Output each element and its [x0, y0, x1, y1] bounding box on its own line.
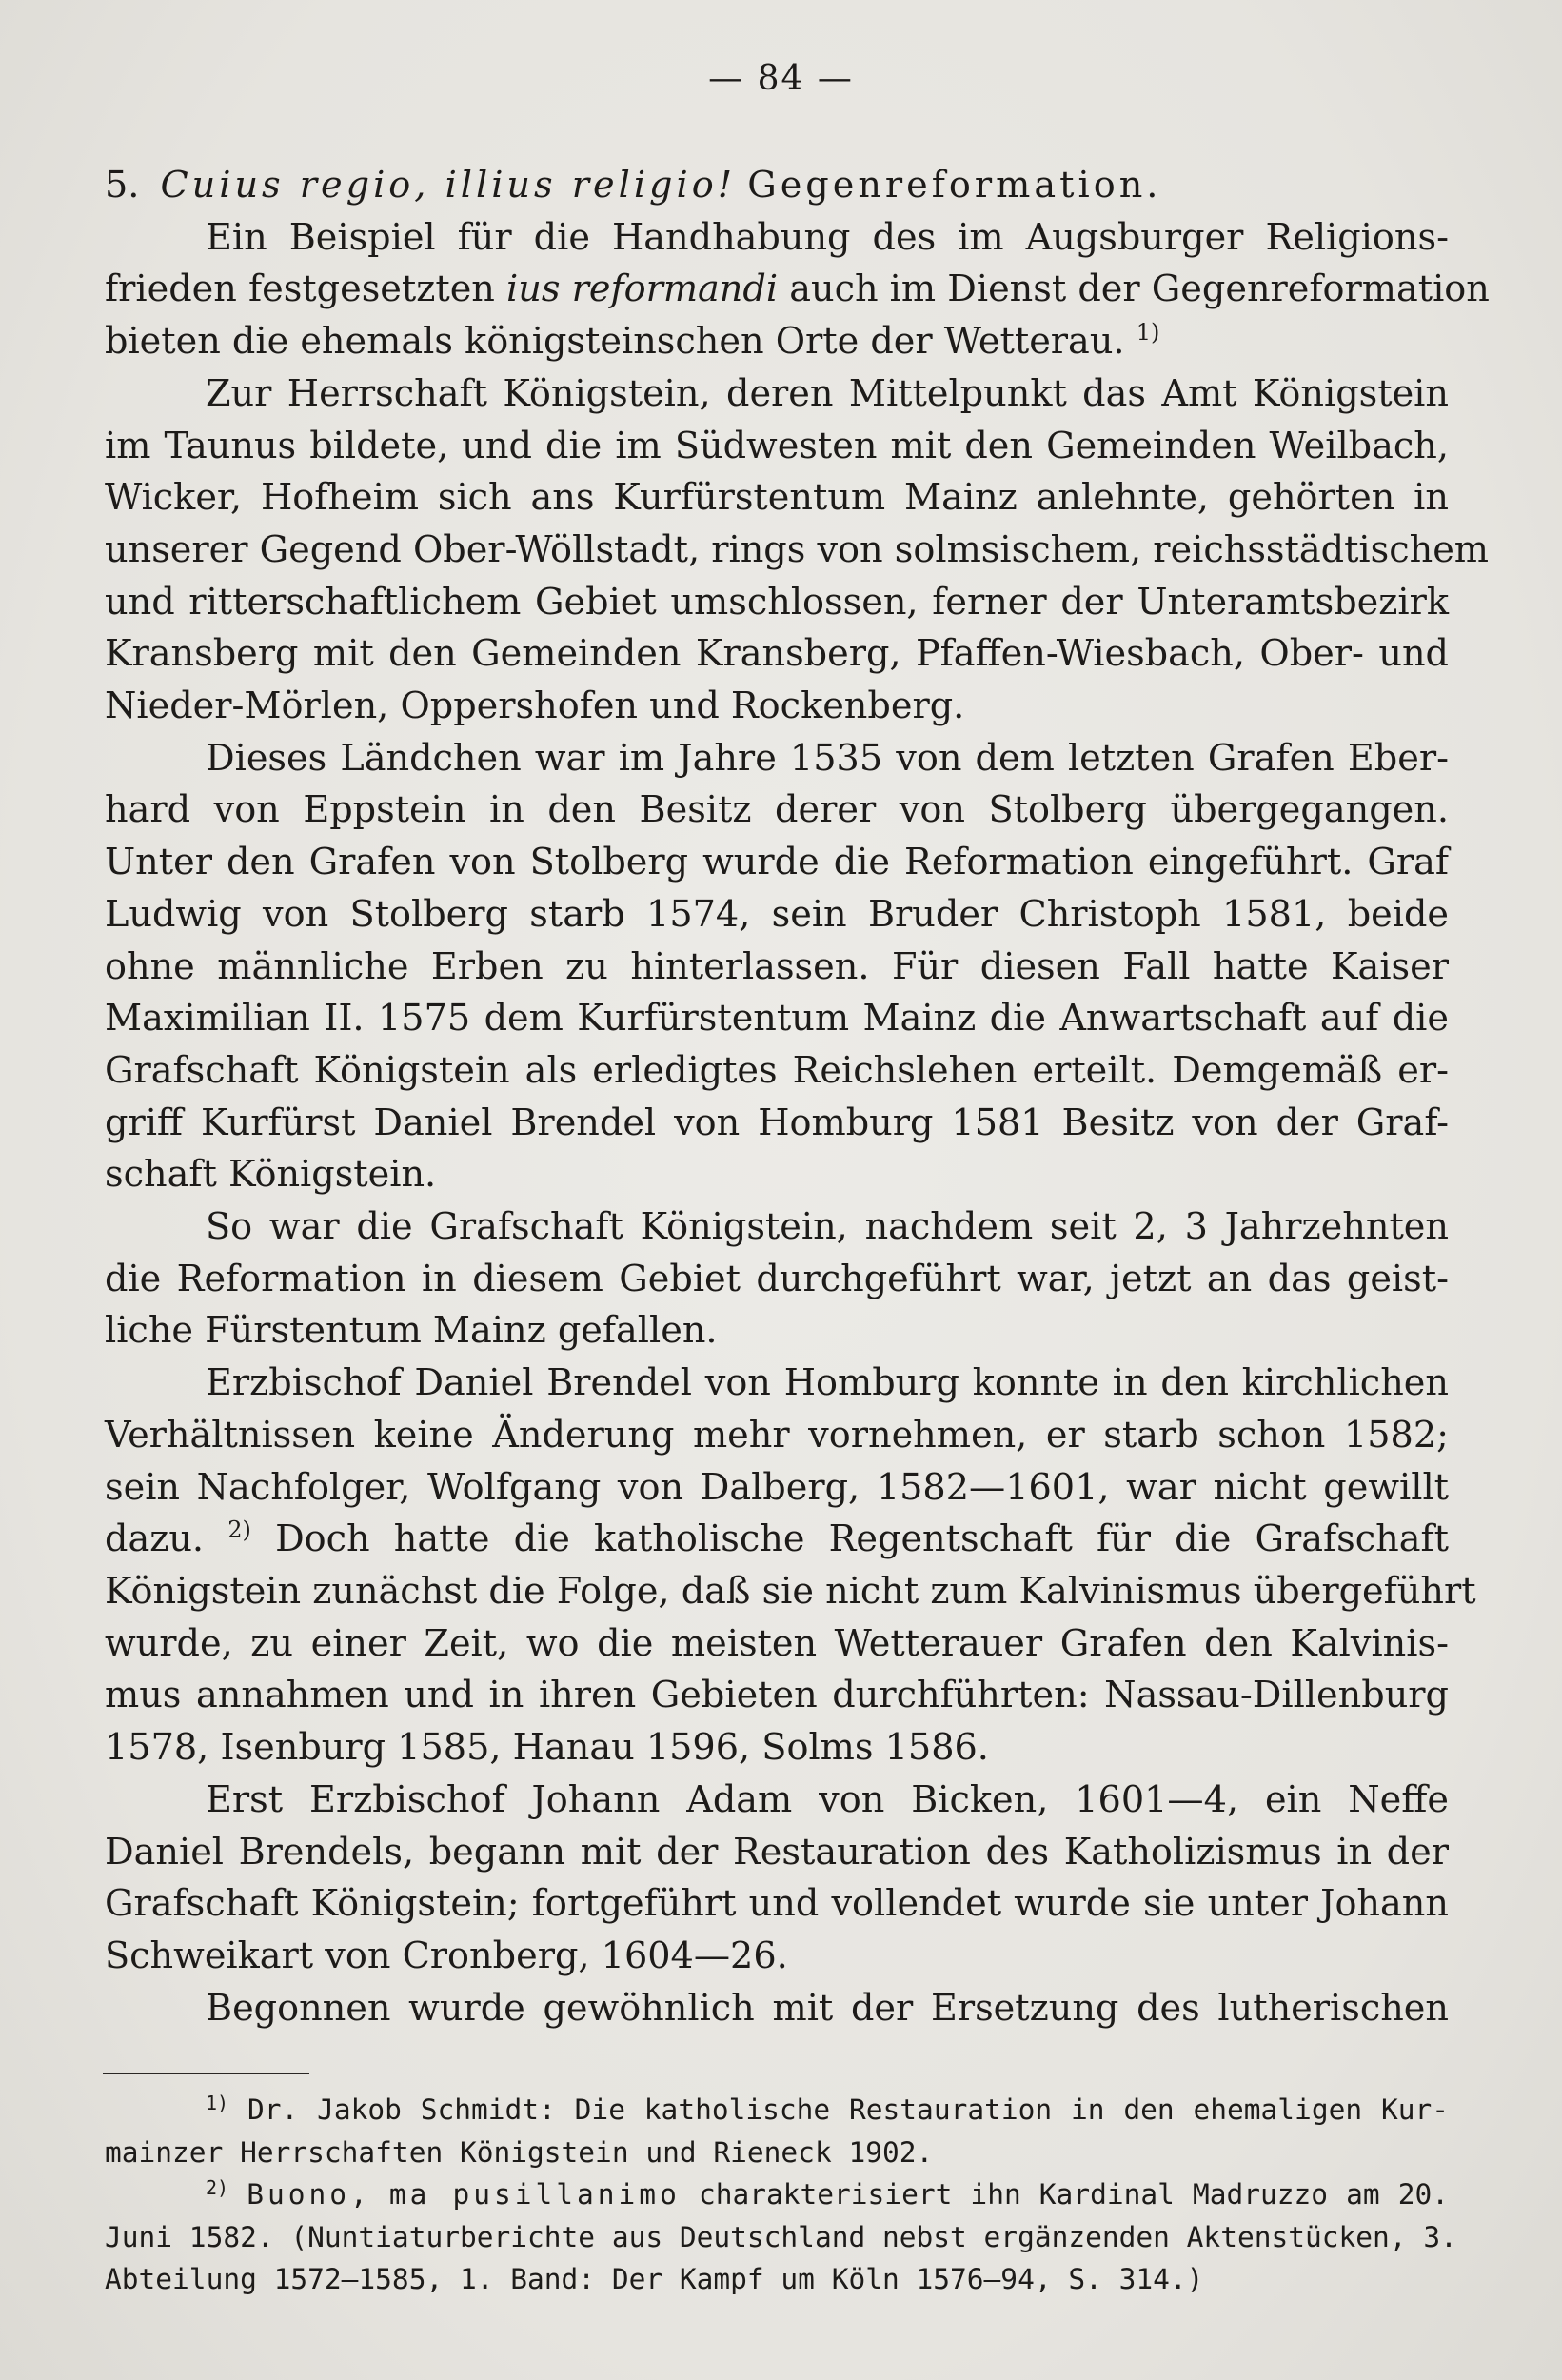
footnote-divider — [103, 2073, 309, 2074]
text-line: Wicker, Hofheim sich ans Kurfürstentum Mainz anlehnte, gehörten in — [105, 477, 1449, 520]
text-fragment: dazu. — [105, 1518, 205, 1561]
footnote-line: Juni 1582. (Nuntiaturberichte aus Deutschland nebst ergänzenden Aktenstücken, 3. — [105, 2220, 1457, 2253]
text-fragment: Buono, — [247, 2178, 371, 2211]
footnote-marker: 2) — [206, 2176, 229, 2200]
text-line: liche Fürstentum Mainz gefallen. — [105, 1310, 718, 1353]
footnotes — [105, 2089, 1457, 2301]
text-line: ohne männliche Erben zu hinterlassen. Für diesen Fall hatte Kaiser — [105, 945, 1449, 988]
section-number: 5. — [105, 165, 140, 207]
text-line: im Taunus bildete, und die im Südwesten mit den Gemeinden Weilbach, — [105, 425, 1449, 467]
text-fragment: auch im Dienst der Gegenreformation — [778, 268, 1490, 311]
section-motto: Cuius regio, illius religio! — [160, 165, 737, 207]
footnote-line: Abteilung 1572—1585, 1. Band: Der Kampf um Köln 1576—94, S. 314.) — [105, 2263, 1204, 2296]
text-line: sein Nachfolger, Wolfgang von Dalberg, 1582—1601, war nicht gewillt — [105, 1466, 1449, 1509]
text-line: hard von Eppstein in den Besitz derer von Stolberg übergegangen. — [105, 789, 1449, 832]
text-line: mus annahmen und in ihren Gebieten durchführten: Nassau-Dillenburg — [105, 1675, 1449, 1717]
text-line: wurde, zu einer Zeit, wo die meisten Wetterauer Grafen den Kalvinis- — [105, 1622, 1449, 1665]
footnote-ref-1[interactable]: 1) — [1136, 319, 1160, 347]
text-line: die Reformation in diesem Gebiet durchgeführt war, jetzt an das geist- — [105, 1258, 1449, 1300]
footnote-marker: 1) — [206, 2092, 229, 2114]
text-line: 1578, Isenburg 1585, Hanau 1596, Solms 1586. — [105, 1727, 989, 1770]
text-fragment: frieden festgesetzten — [105, 268, 507, 311]
page-number: — 84 — — [708, 59, 854, 98]
text-fragment: ma pusillanimo — [388, 2178, 681, 2211]
text-line: Zur Herrschaft Königstein, deren Mittelpunkt das Amt Königstein — [206, 372, 1449, 415]
paragraph-3 — [105, 733, 1449, 1201]
text-line: Daniel Brendels, begann mit der Restauration des Katholizismus in der — [105, 1831, 1449, 1874]
main-text — [105, 160, 1490, 2034]
text-line: Erst Erzbischof Johann Adam von Bicken, 1601—4, ein Neffe — [206, 1778, 1449, 1821]
text-line: Dieses Ländchen war im Jahre 1535 von dem letzten Grafen Eber- — [206, 737, 1449, 780]
paragraph-1 — [105, 212, 1490, 368]
text-line: Schweikart von Cronberg, 1604—26. — [105, 1934, 788, 1977]
text-line: Nieder-Mörlen, Oppershofen und Rockenberg. — [105, 685, 965, 728]
text-line: Erzbischof Daniel Brendel von Homburg konnte in den kirchlichen — [206, 1362, 1449, 1405]
paragraph-5 — [105, 1358, 1476, 1775]
text-fragment: bieten die ehemals königsteinschen Orte der Wetterau. — [105, 321, 1125, 364]
text-line: Ludwig von Stolberg starb 1574, sein Bruder Christoph 1581, beide — [105, 893, 1449, 936]
text-line: Königstein zunächst die Folge, daß sie nicht zum Kalvinismus übergeführt — [105, 1570, 1476, 1613]
footnote-line: mainzer Herrschaften Königstein und Rieneck 1902. — [105, 2135, 934, 2169]
text-line: Begonnen wurde gewöhnlich mit der Ersetzung des lutherischen — [206, 1987, 1449, 2030]
text-line: Grafschaft Königstein als erledigtes Reichslehen erteilt. Demgemäß er- — [105, 1049, 1449, 1092]
text-line — [105, 1514, 1449, 1566]
footnote-1 — [105, 2089, 1449, 2173]
text-line: und ritterschaftlichem Gebiet umschlossen, ferner der Unteramtsbezirk — [105, 581, 1449, 624]
text-line: Grafschaft Königstein; fortgeführt und vollendet wurde sie unter Johann — [105, 1883, 1449, 1926]
text-line: griff Kurfürst Daniel Brendel von Homburg 1581 Besitz von der Graf- — [105, 1101, 1449, 1144]
footnote-line — [105, 2173, 1449, 2216]
text-line: Verhältnissen keine Änderung mehr vornehmen, er starb schon 1582; — [105, 1414, 1449, 1457]
text-line: Kransberg mit den Gemeinden Kransberg, Pfaffen-Wiesbach, Ober- und — [105, 633, 1449, 676]
text-fragment: Dr. Jakob Schmidt: Die katholische Restauration in den ehemaligen Kur- — [247, 2093, 1449, 2126]
text-line: schaft Königstein. — [105, 1154, 437, 1197]
text-line: So war die Grafschaft Königstein, nachdem seit 2, 3 Jahrzehnten — [206, 1206, 1449, 1249]
text-line: Maximilian II. 1575 dem Kurfürstentum Mainz die Anwartschaft auf die — [105, 998, 1449, 1041]
text-line: Ein Beispiel für die Handhabung des im Augsburger Religions- — [206, 216, 1449, 259]
latin-term: ius reformandi — [506, 268, 779, 311]
section-heading — [105, 160, 1449, 212]
text-fragment: charakterisiert ihn Kardinal Madruzzo am 20. — [698, 2178, 1450, 2211]
text-line: unserer Gegend Ober-Wöllstadt, rings von solmsischem, reichsstädtischem — [105, 528, 1490, 571]
text-line: Unter den Grafen von Stolberg wurde die Reformation eingeführt. Graf — [105, 842, 1449, 884]
paragraph-2 — [105, 368, 1490, 733]
footnote-ref-2[interactable]: 2) — [227, 1517, 251, 1544]
paragraph-6 — [105, 1775, 1449, 1983]
section-title: Gegenreformation. — [747, 165, 1162, 207]
footnote-line — [105, 2089, 1449, 2132]
footnote-2 — [105, 2173, 1457, 2301]
paragraph-4 — [105, 1201, 1449, 1358]
text-fragment: Doch hatte die katholische Regentschaft für die Grafschaft — [275, 1518, 1450, 1561]
text-line — [105, 316, 1449, 368]
paragraph-7 — [105, 1983, 1449, 2035]
text-line — [105, 264, 1490, 316]
